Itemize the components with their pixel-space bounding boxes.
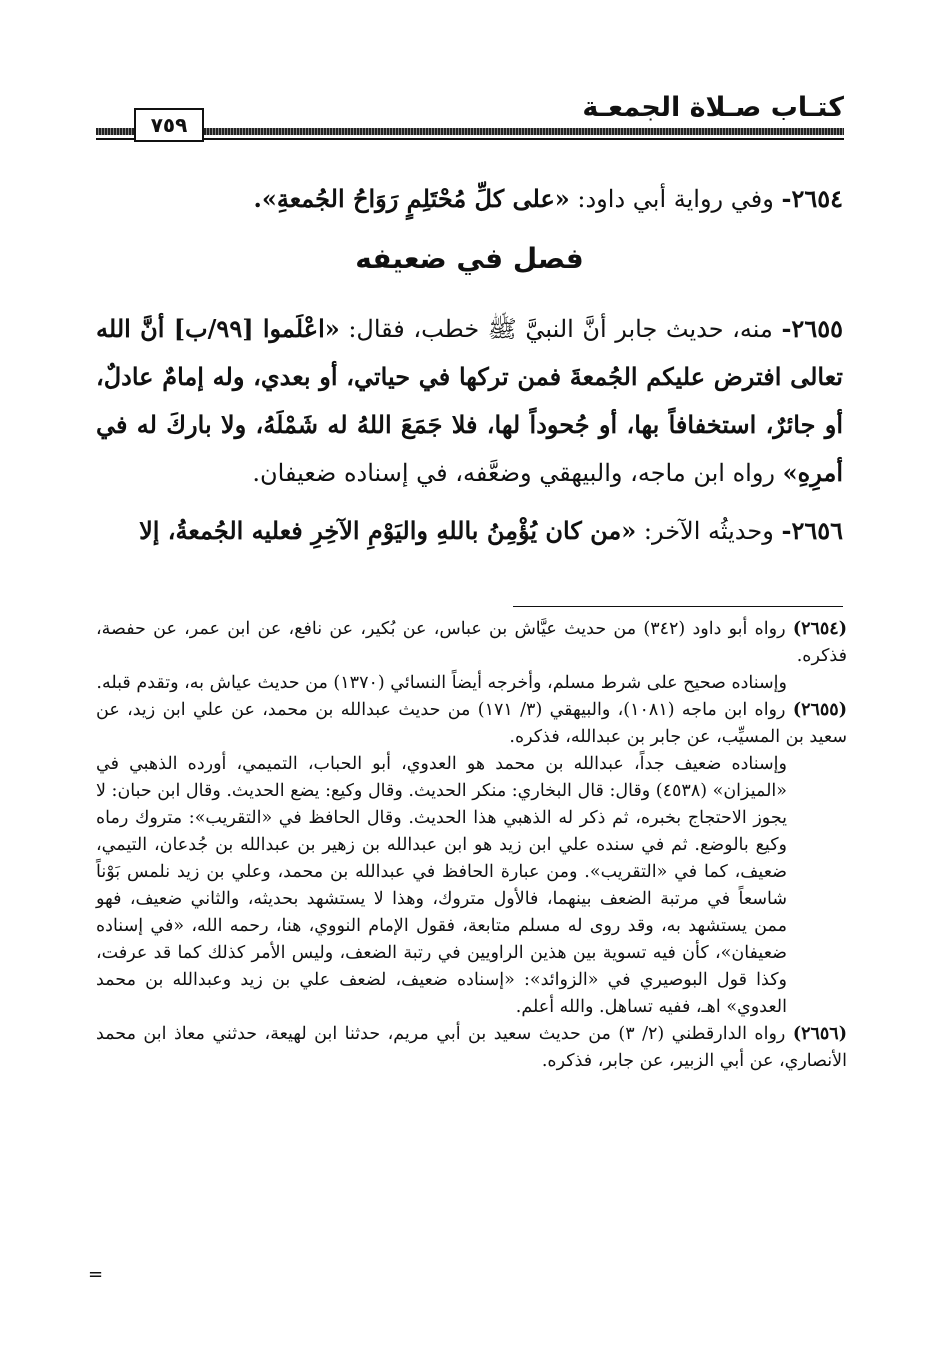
hadith-2656 (96, 507, 843, 555)
footnote-2656-line-1 (96, 1021, 847, 1075)
footnote-number: (٢٦٥٦) (792, 1024, 847, 1044)
footnote-number: (٢٦٥٥) (792, 700, 847, 720)
footnote-2654-line-2: وإسناده صحيح على شرط مسلم، وأخرجه أيضاً النسائي (١٣٧٠) من حديث عياش به، وتقدم قبله. (96, 673, 787, 693)
hadith-quote: «على كلِّ مُحْتَلِمٍ رَوَاحُ الجُمعةِ». (253, 184, 570, 213)
hadith-2654 (96, 175, 843, 223)
hadith-number: ٢٦٥٤- (781, 184, 843, 213)
page-header (96, 92, 844, 144)
footnote-text: رواه أبو داود (٣٤٢) من حديث عيَّاش بن عباس، عن بُكير، عن نافع، عن ابن عمر، عن حفصة، فذكره. (96, 619, 847, 666)
hadith-quote: «اعْلَموا [٩٩/ب] أنَّ الله تعالى افترض عليكم الجُمعةَ فمن تركها في حياتي، أو بعدي، وله إمامٌ عادلٌ، أو جائرٌ، استخفافاً بها، أو جُحوداً لها، فلا جَمَعَ اللهُ له شَمْلَهُ، ولا باركَ له في أمرِهِ» (96, 314, 843, 487)
footnote-separator (513, 606, 843, 607)
header-rule-thin (96, 138, 844, 140)
hadith-source: رواه ابن ماجه، والبيهقي وضعَّفه، في إسناده ضعيفان. (252, 459, 776, 487)
hadith-number: ٢٦٥٦- (781, 516, 843, 545)
page-number: ٧٥٩ (134, 108, 204, 142)
main-text (96, 175, 843, 565)
continuation-mark: = (88, 1264, 104, 1285)
hadith-number: ٢٦٥٥- (781, 314, 843, 343)
hadith-text: وفي رواية أبي داود: (577, 185, 774, 213)
footnote-text: رواه الدارقطني (٢/ ٣) من حديث سعيد بن أبي مريم، حدثنا ابن لهيعة، حدثني معاذ ابن محمد الأنصاري، عن أبي الزبير، عن جابر، فذكره. (96, 1024, 847, 1071)
hadith-text: منه، حديث جابر أنَّ النبيَّ ﷺ خطب، فقال: (348, 315, 773, 343)
header-rule (96, 128, 844, 135)
footnote-2655-line-1 (96, 697, 847, 751)
footnote-2655-line-2: وإسناده ضعيف جداً، عبدالله بن محمد هو العدوي، أبو الحباب، التميمي، أورده الذهبي في «الميزان» (٤٥٣٨) وقال: قال البخاري: منكر الحديث. وقال وكيع: يضع الحديث. وقال ابن حبان: لا يجوز الاحتجاج بخبره، ثم ذكر له الذهبي هذا الحديث. وقال الحافظ في «التقريب»: متروك رماه وكيع بالوضع. ثم في سنده علي ابن زيد هو ابن عبدالله بن زهير بن عبدالله بن جُدعان، التيمي، ضعيف، كما في «التقريب». ومن عبارة الحافظ في عبدالله بن محمد، وعلي بن زيد نلمس بَوْناً شاسعاً في مرتبة الضعف بينهما، فالأول متروك، وهذا لا يستشهد بحديثه، والثاني ضعيف، فهو ممن يستشهد به، وقد روى له مسلم متابعة، فقول الإمام النووي، هنا، رحمه الله، «في إسناده ضعيفان»، كأن فيه تسوية بين هذين الراويين في رتبة الضعف، وليس الأمر كذلك كما قد عرفت، وكذا قول البوصيري في «الزوائد»: «إسناده ضعيف، لضعف علي بن زيد وعبدالله بن محمد العدوي» اهـ، ففيه تساهل. والله أعلم. (96, 754, 788, 1017)
hadith-2655 (96, 305, 843, 497)
hadith-quote: «من كان يُؤْمِنُ باللهِ واليَوْمِ الآخِرِ فعليه الجُمعةُ، إلا (139, 516, 637, 545)
section-heading: فصل في ضعيفه (355, 242, 584, 275)
hadith-text: وحديثُه الآخر: (643, 517, 774, 545)
footnote-text: رواه ابن ماجه (١٠٨١)، والبيهقي (٣/ ١٧١) من حديث عبدالله بن محمد، عن علي ابن زيد، عن سعيد بن المسيِّب، عن جابر بن عبدالله، فذكره. (96, 700, 847, 747)
footnote-2654-line-1 (96, 616, 847, 670)
footnote-number: (٢٦٥٤) (792, 619, 847, 639)
footnotes (96, 616, 847, 1075)
book-title: كتـاب صـلاة الجمعـة (582, 92, 844, 123)
